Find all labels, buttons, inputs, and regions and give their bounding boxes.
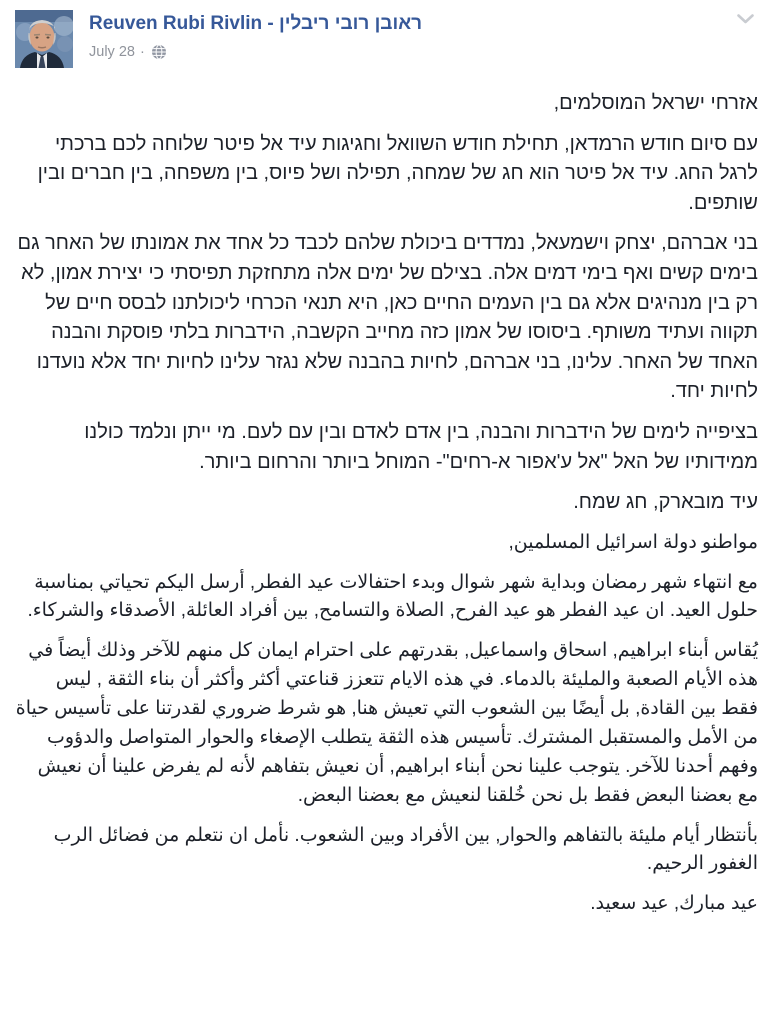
meta-separator: · [139, 43, 145, 60]
chevron-down-icon[interactable] [735, 12, 756, 26]
post-paragraph: עם סיום חודש הרמדאן, תחילת חודש השוואל וחגיגות עיד אל פיטר שלוחה לכם ברכתי לרגל החג. עיד אל פיטר הוא חג של שמחה, תפילה ושל פיוס, בין משפחה, בין חברים ובין שותפים. [37, 132, 758, 214]
globe-icon [152, 45, 166, 59]
post-paragraph: עיד מובארק, חג שמח. [573, 491, 758, 514]
post-paragraph: אזרחי ישראל המוסלמים, [553, 92, 758, 114]
post-timestamp[interactable] [89, 44, 422, 60]
avatar[interactable] [15, 10, 73, 68]
post-body [0, 68, 773, 919]
post-header [0, 0, 773, 68]
post-paragraph: مع انتهاء شهر رمضان وبداية شهر شوال وبدء احتفالات عيد الفطر, أرسل اليكم تحياتي بمناسبة حلول العيد. ان عيد الفطر هو عيد الفرح, الصلاة والتسامح, بين أفراد العائلة, الأصدقاء والشركاء. [27, 571, 758, 622]
post-paragraph: يُقاس أبناء ابراهيم, اسحاق واسماعيل, بقدرتهم على احترام ايمان كل منهم للآخر وذلك أيضاً في هذه الأيام الصعبة والمليئة بالدماء. في هذه الايام تتعزز قناعتي أكثر وأكثر أن بناء الثقة , ليس فقط بين القادة, بل أيضًا بين الشعوب التي تعيش هنا, هو شرط ضروري لقدرتنا على تأسيس حياة من الأمل والمستقبل المشترك. تأسيس هذه الثقة يتطلب الإصغاء والحوار المتواصل والدؤوب وفهم أحدنا للآخر. يتوجب علينا نحن أبناء ابراهيم, أن نعيش بتفاهم لأنه لم يفرض علينا أن نعيش مع بعضنا البعض فقط بل نحن خُلقنا لنعيش مع بعضنا البعض. [15, 640, 758, 806]
post-paragraph: عيد مبارك, عيد سعيد. [590, 893, 758, 915]
post-paragraph: بأنتظار أيام مليئة بالتفاهم والحوار, بين الأفراد وبين الشعوب. نأمل ان نتعلم من فضائل الرب الغفور الرحيم. [53, 824, 758, 875]
post-date: July 28 [89, 43, 135, 60]
post-paragraph: בני אברהם, יצחק וישמעאל, נמדדים ביכולת שלהם לכבד כל אחד את אמונתו של האחר גם בימים קשים ואף בימי דמים אלה. בצילם של ימים אלה מתחזקת תפיסתי כי יצירת אמון, לא רק בין מנהיגים אלא גם בין העמים החיים כאן, היא תנאי הכרחי ליכולתנו לבסס חיים של תקווה ועתיד משותף. ביסוסו של אמון כזה מחייב הקשבה, הידברות בלתי פוסקת והבנה האחד של האחר. עלינו, בני אברהם, לחיות בהבנה שלא נגזר עלינו לחיות יחד אלא נועדנו לחיות יחד. [17, 232, 758, 403]
post-paragraph: مواطنو دولة اسرائيل المسلمين, [508, 531, 758, 553]
profile-photo-icon [15, 10, 73, 68]
post-paragraph: בציפייה לימים של הידברות והבנה, בין אדם לאדם ובין עם לעם. מי ייתן ונלמד כולנו ממידותיו של האל "אל ע'אפור א-רחים"- המוחל ביותר והרחום ביותר. [84, 420, 758, 473]
page-name-link[interactable]: Reuven Rubi Rivlin - ראובן רובי ריבלין [89, 13, 423, 34]
header-text [89, 10, 422, 60]
